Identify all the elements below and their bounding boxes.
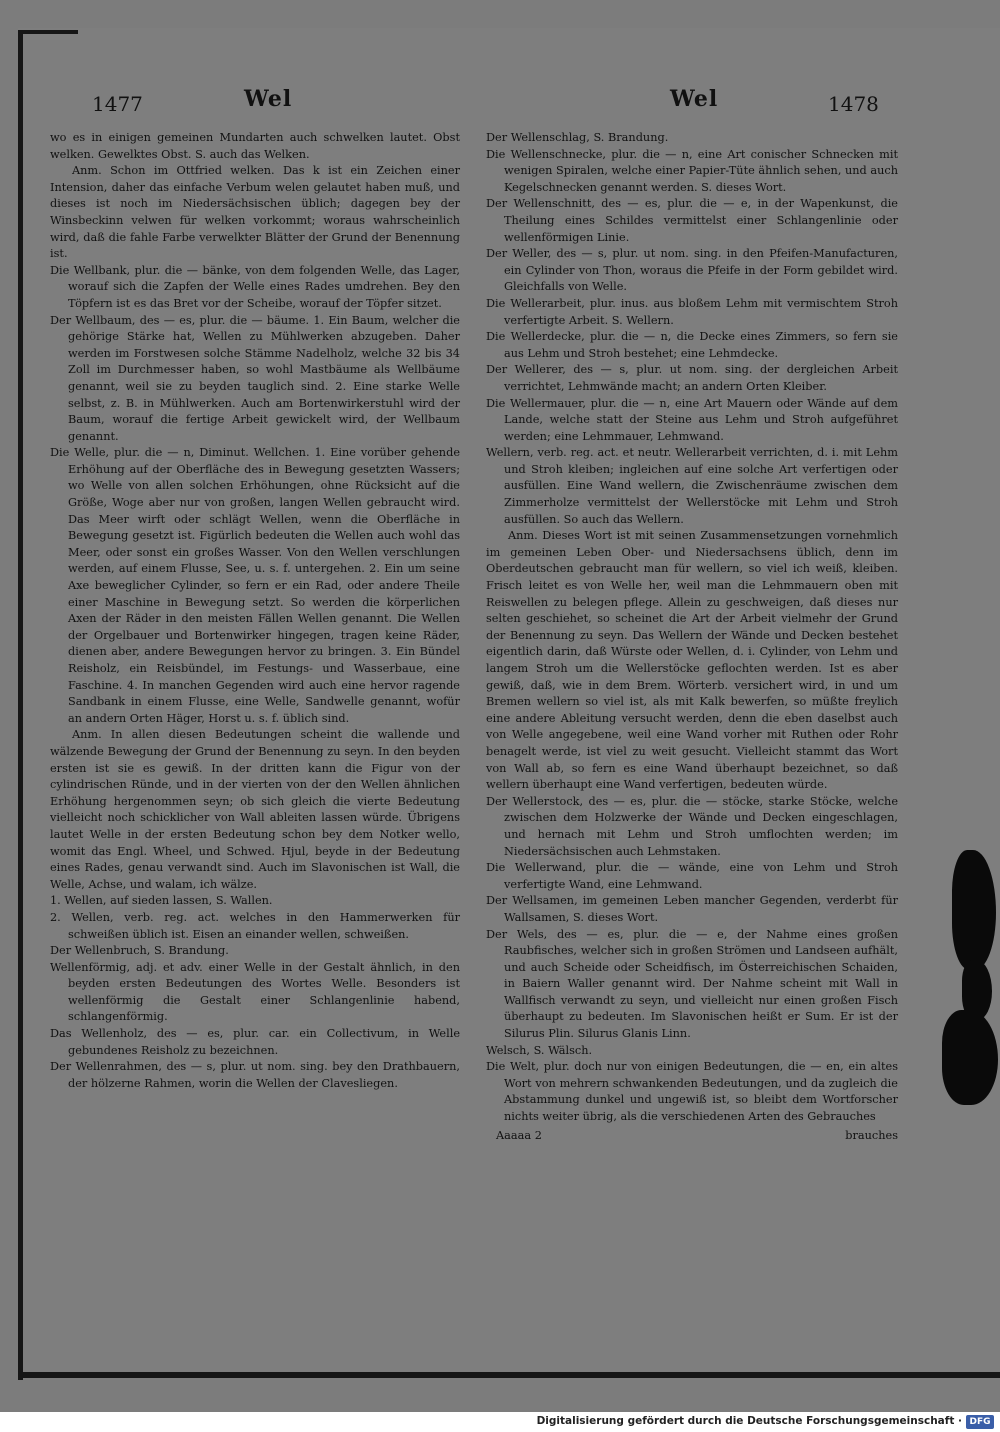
right-column (486, 130, 898, 1144)
dictionary-entry: Der Wellerstock, des — es, plur. die — stöcke, starke Stöcke, welche zwischen dem Holzwerke der Wände und Decken eingeschlagen, und hernach mit Lehm und Stroh umflochten werden; im Niedersächsischen auch Lehmstaken. (486, 794, 898, 858)
footer-bar (0, 1412, 1000, 1432)
dictionary-entry: Die Welt, plur. doch nur von einigen Bedeutungen, die — en, ein altes Wort von mehrern schwankenden Bedeutungen, und da zugleich die Abstammung dunkel und ungewiß ist, so bleibt dem Wortforscher nichts weiter übrig, als die verschiedenen Arten des Gebrauches (486, 1060, 898, 1124)
ink-stain (942, 1010, 998, 1105)
page-edge-bottom (18, 1372, 1000, 1378)
page-number-right: 1478 (828, 92, 879, 116)
ink-stain (952, 850, 996, 970)
signature-mark: Aaaaa 2 (496, 1128, 542, 1142)
dictionary-entry: Der Wellenrahmen, des — s, plur. ut nom. sing. bey den Drathbauern, der hölzerne Rahmen, worin die Wellen der Clavesliegen. (50, 1060, 460, 1090)
dictionary-entry: 2. Wellen, verb. reg. act. welches in den Hammerwerken für schweißen üblich ist. Eisen an einander wellen, schweißen. (50, 910, 460, 941)
dictionary-entry: wo es in einigen gemeinen Mundarten auch schwelken lautet. Obst welken. Gewelktes Obst. S. auch das Welken. (50, 131, 460, 161)
dictionary-entry: Der Wellenschlag, S. Brandung. (486, 131, 669, 144)
catchword: brauches (845, 1128, 898, 1142)
page-edge-top (18, 30, 78, 34)
dictionary-entry: Das Wellenholz, des — es, plur. car. ein Collectivum, in Welle gebundenes Reisholz zu bezeichnen. (50, 1027, 460, 1057)
dictionary-entry: Die Wellbank, plur. die — bänke, von dem folgenden Welle, das Lager, worauf sich die Zapfen der Welle eines Rades umdrehen. Bey den Töpfern ist es das Bret vor der Scheibe, worauf der Töpfer sitzet. (50, 263, 460, 310)
dictionary-entry: Die Wellerwand, plur. die — wände, eine von Lehm und Stroh verfertigte Wand, eine Lehmwand. (486, 861, 898, 891)
left-column (50, 130, 460, 1092)
dictionary-entry: Der Wellenbruch, S. Brandung. (50, 944, 229, 958)
dictionary-entry: Die Wellerarbeit, plur. inus. aus bloßem Lehm mit vermischtem Stroh verfertigte Arbeit. S. Wellern. (486, 296, 898, 327)
ink-stain (962, 960, 992, 1020)
dictionary-entry: Der Wellsamen, im gemeinen Leben mancher Gegenden, verderbt für Wallsamen, S. dieses Wort. (486, 894, 898, 924)
dictionary-entry: Der Wellbaum, des — es, plur. die — bäume. 1. Ein Baum, welcher die gehörige Stärke hat, Wellen zu Mühlwerken abzugeben. Daher werden im Forstwesen solche Stämme Nadelholz, welche 32 bis 34 Zoll im Durchmesser haben, so wohl Mastbäume als Wellbäume genannt, weil sie zu beyden tauglich sind. 2. Eine starke Welle selbst, z. B. in Mühlwerken. Auch am Bortenwirkerstuhl wird der Baum, worauf die fertige Arbeit gewickelt wird, der Wellbaum genannt. (50, 313, 460, 443)
page-number-left: 1477 (92, 92, 143, 116)
dfg-logo: DFG (966, 1415, 994, 1429)
dictionary-entry: 1. Wellen, auf sieden lassen, S. Wallen. (50, 894, 273, 908)
funding-note: Digitalisierung gefördert durch die Deutsche Forschungsgemeinschaft · (536, 1415, 962, 1427)
dictionary-entry: Wellern, verb. reg. act. et neutr. Wellerarbeit verrichten, d. i. mit Lehm und Stroh kleiben; ingleichen auf eine solche Art verfertigen oder ausfüllen. Eine Wand wellern, die Zwischenräume zwischen dem Zimmerholze vermittelst der Wellerstöcke mit Lehm und Stroh ausfüllen. So auch das Wellern. (486, 446, 898, 526)
dictionary-entry: Anm. Schon im Ottfried welken. Das k ist ein Zeichen einer Intension, daher das einfache Verbum welen gelautet haben muß, und dieses ist noch im Niedersächsischen üblich; dagegen bey der Winsbeckinn velwen für welken vorkommt; woraus wahrscheinlich wird, daß die fahle Farbe verwelkter Blätter der Grund der Benennung ist. (50, 164, 460, 261)
dictionary-entry: Der Wellenschnitt, des — es, plur. die — e, in der Wapenkunst, die Theilung eines Schildes vermittelst einer Schlangenlinie oder wellenförmigen Linie. (486, 197, 898, 244)
dictionary-entry: Welsch, S. Wälsch. (486, 1043, 593, 1057)
dictionary-entry: Der Wels, des — es, plur. die — e, der Nahme eines großen Raubfisches, welcher sich in großen Strömen und Landseen aufhält, und auch Scheide oder Scheidfisch, im Österreichischen Schaiden, in Baiern Waller genannt wird. Der Nahme scheint mit Wall in Wallfisch verwandt zu seyn, und vielleicht nur einen großen Fisch überhaupt zu bedeuten. Im Slavonischen heißt er Sum. Er ist der Silurus Plin. Silurus Glanis Linn. (486, 927, 898, 1041)
dictionary-entry: Der Wellerer, des — s, plur. ut nom. sing. der dergleichen Arbeit verrichtet, Lehmwände macht; an andern Orten Kleiber. (486, 363, 898, 393)
dictionary-entry: Der Weller, des — s, plur. ut nom. sing. in den Pfeifen-Manufacturen, ein Cylinder von Thon, woraus die Pfeife in der Form gebildet wird. Gleichfalls von Welle. (486, 247, 898, 294)
dictionary-entry: Anm. Dieses Wort ist mit seinen Zusammensetzungen vornehmlich im gemeinen Leben Ober- und Niedersachsens üblich, denn im Oberdeutschen gebraucht man für wellern, so viel ich weiß, kleiben. Frisch leitet es von Welle her, weil man die Lehmmauern oben mit Reiswellen zu belegen pflege. Allein zu geschweigen, daß dieses nur selten geschiehet, so scheinet die Art der Arbeit vielmehr der Grund der Benennung zu seyn. Das Wellern der Wände und Decken bestehet eigentlich darin, daß Würste oder Wellen, d. i. Cylinder, von Lehm und langem Stroh um die Wellerstöcke geflochten werden. Ist es aber gewiß, daß, wie in dem Brem. Wörterb. versichert wird, in und um Bremen wellern so viel ist, als mit Kalk bewerfen, so müßte freylich eine andere Ableitung versucht werden, denn die eben daselbst auch von Welle angegebene, weil eine Wand vorher mit Ruthen oder Rohr benagelt werde, ist viel zu weit gesucht. Vielleicht stammt das Wort von Wall ab, so fern es eine Wand überhaupt bezeichnet, so daß wellern überhaupt eine Wand verfertigen, bedeuten würde. (486, 529, 898, 792)
dictionary-entry: Anm. In allen diesen Bedeutungen scheint die wallende und wälzende Bewegung der Grund der Benennung zu seyn. In den beyden ersten ist sie es gewiß. In der dritten kann die Figur von der cylindrischen Ründe, und in der vierten von der den Wellen ähnlichen Erhöhung hergenommen seyn; ob sich gleich die vierte Bedeutung vielleicht noch schicklicher von Wall ableiten lassen würde. Übrigens lautet Welle in der ersten Bedeutung schon bey dem Notker wello, womit das Engl. Wheel, und Schwed. Hjul, beyde in der Bedeutung eines Rades, genau verwandt sind. Auch im Slavonischen ist Wall, die Welle, Achse, und walam, ich wälze. (50, 728, 460, 891)
running-head-left: Wel (244, 86, 293, 112)
page-edge-left (18, 30, 23, 1380)
dictionary-entry: Die Wellenschnecke, plur. die — n, eine Art conischer Schnecken mit wenigen Spiralen, welche einer Papier-Tüte ähnlich sehen, und auch Kegelschnecken genannt werden. S. dieses Wort. (486, 147, 898, 194)
dictionary-entry: Wellenförmig, adj. et adv. einer Welle in der Gestalt ähnlich, in den beyden ersten Bedeutungen des Wortes Welle. Besonders ist wellenförmig die Gestalt einer Schlangenlinie habend, schlangenförmig. (50, 960, 460, 1024)
dictionary-entry: Die Wellermauer, plur. die — n, eine Art Mauern oder Wände auf dem Lande, welche statt der Steine aus Lehm und Stroh aufgeführet werden; eine Lehmmauer, Lehmwand. (486, 396, 898, 443)
dictionary-entry: Die Wellerdecke, plur. die — n, die Decke eines Zimmers, so fern sie aus Lehm und Stroh bestehet; eine Lehmdecke. (486, 330, 898, 360)
signature-line (486, 1128, 898, 1145)
dictionary-entry: Die Welle, plur. die — n, Diminut. Wellchen. 1. Eine vorüber gehende Erhöhung auf der Oberfläche des in Bewegung gesetzten Wassers; wo Welle von allen solchen Erhöhungen, ohne Rücksicht auf die Größe, Woge aber nur von großen, langen Wellen gebraucht wird. Das Meer wirft oder schlägt Wellen, wenn die Oberfläche in Bewegung gesetzt ist. Figürlich bedeuten die Wellen auch wohl das Meer, oder sonst ein großes Wasser. Von den Wellen verschlungen werden, auf einem Flusse, See, u. s. f. untergehen. 2. Ein um seine Axe beweglicher Cylinder, so fern er ein Rad, oder andere Theile einer Maschine in Bewegung setzt. So werden die körperlichen Axen der Räder in den meisten Fällen Wellen genannt. Die Wellen der Orgelbauer und Bortenwirker hingegen, tragen keine Räder, dienen aber, andere Bewegungen hervor zu bringen. 3. Ein Bündel Reisholz, ein Reisbündel, im Festungs- und Wasserbaue, eine Faschine. 4. In manchen Gegenden wird auch eine hervor ragende Sandbank in einem Flusse, eine Welle, Sandwelle genannt, wofür an andern Orten Häger, Horst u. s. f. üblich sind. (50, 446, 460, 725)
running-head-right: Wel (670, 86, 719, 112)
